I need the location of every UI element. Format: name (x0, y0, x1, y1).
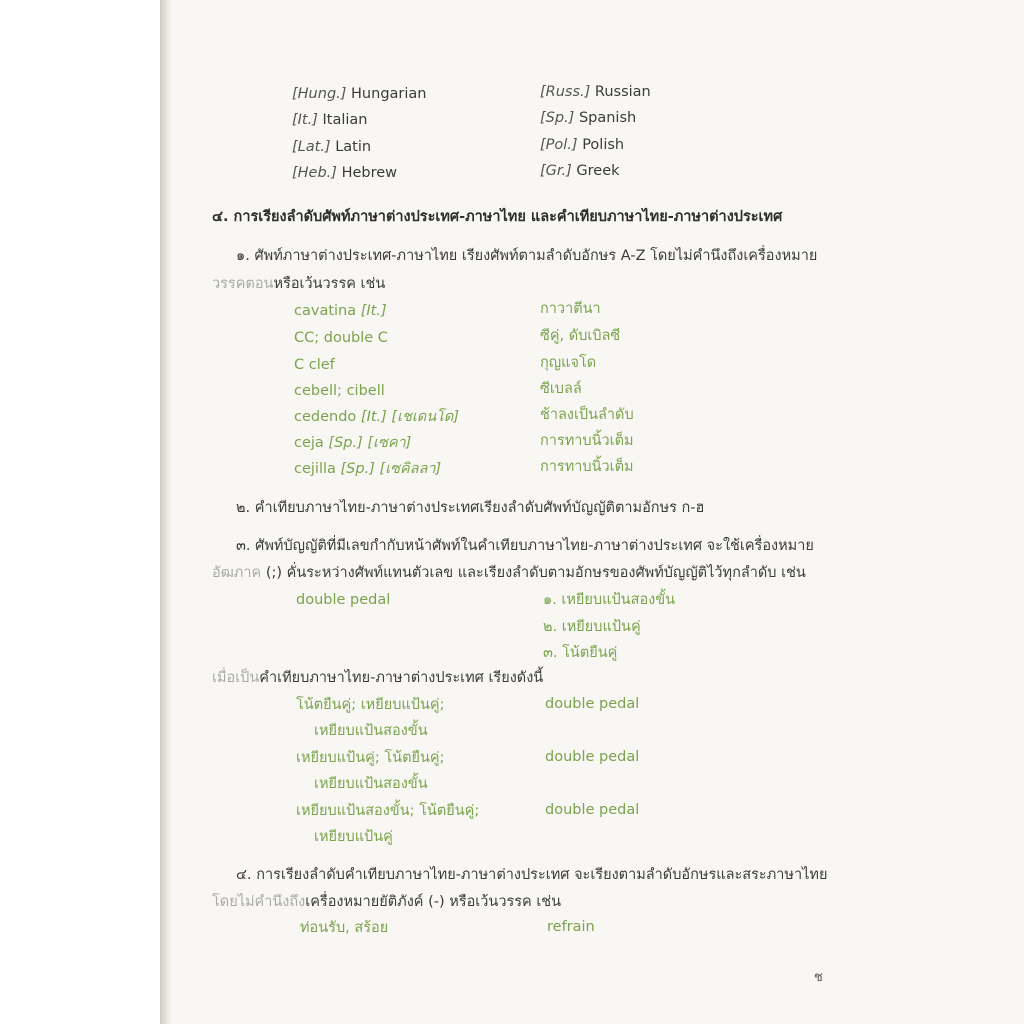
example-thai: ท่อนรับ, สร้อย (300, 920, 389, 936)
para3b: เมื่อเป็นคำเทียบภาษาไทย-ภาษาต่างประเทศ เรียงดังนี้ (212, 670, 544, 686)
lang-greek: [Gr.] Greek (540, 163, 620, 179)
lang-polish: [Pol.] Polish (540, 137, 625, 153)
example-thai: โน้ตยืนคู่; เหยียบแป้นคู่; (296, 697, 445, 713)
example-thai: ซีเบลล์ (540, 381, 582, 397)
example-thai: เหยียบแป้นสองขั้น; โน้ตยืนคู่; (296, 803, 480, 819)
para1-line2: วรรคตอนหรือเว้นวรรค เช่น (212, 276, 386, 292)
example-thai: ๑. เหยียบแป้นสองขั้น (543, 592, 676, 608)
example-thai: ช้าลงเป็นลำดับ (540, 407, 634, 423)
lang-italian: [It.] Italian (292, 112, 368, 128)
example-term: ceja [Sp.] [เซคา] (294, 435, 412, 451)
example-thai: การทาบนิ้วเต็ม (540, 433, 634, 449)
example-term: double pedal (545, 749, 640, 765)
example-thai: กาวาตีนา (540, 301, 601, 317)
lang-hebrew: [Heb.] Hebrew (292, 165, 398, 181)
example-term: double pedal (545, 696, 640, 712)
para1-line1: ๑. ศัพท์ภาษาต่างประเทศ-ภาษาไทย เรียงศัพท์ตามลำดับอักษร A-Z โดยไม่คำนึงถึงเครื่องหมาย (236, 248, 818, 264)
example-thai: เหยียบแป้นสองขั้น (314, 776, 428, 792)
example-thai: เหยียบแป้นคู่ (314, 829, 393, 845)
page-number: ช (814, 970, 823, 985)
example-term: cavatina [It.] (294, 303, 387, 319)
para3-line2: อัฒภาค (;) คั่นระหว่างศัพท์แทนตัวเลข และเรียงลำดับตามอักษรของศัพท์บัญญัติไว้ทุกลำดับ เช่น (212, 565, 806, 581)
example-term: cedendo [It.] [เชเดนโด] (294, 409, 460, 425)
example-thai: เหยียบแป้นสองขั้น (314, 723, 428, 739)
example-term: cejilla [Sp.] [เซคิลลา] (294, 461, 442, 477)
example-thai: การทาบนิ้วเต็ม (540, 459, 634, 475)
section-heading: ๔. การเรียงลำดับศัพท์ภาษาต่างประเทศ-ภาษาไทย และคำเทียบภาษาไทย-ภาษาต่างประเทศ (212, 209, 783, 225)
para3-line1: ๓. ศัพท์บัญญัติที่มีเลขกำกับหน้าศัพท์ในคำเทียบภาษาไทย-ภาษาต่างประเทศ จะใช้เครื่องหมาย (236, 538, 814, 554)
lang-russian: [Russ.] Russian (540, 84, 651, 100)
example-term: C clef (294, 357, 335, 373)
para2: ๒. คำเทียบภาษาไทย-ภาษาต่างประเทศเรียงลำดับศัพท์บัญญัติตามอักษร ก-ฮ (236, 500, 705, 516)
lang-hungarian: [Hung.] Hungarian (292, 86, 427, 102)
example-thai: ซีคู่, ดับเบิลซี (540, 328, 621, 344)
example-term: cebell; cibell (294, 383, 385, 399)
example-term: CC; double C (294, 330, 388, 346)
example-thai: เหยียบแป้นคู่; โน้ตยืนคู่; (296, 750, 445, 766)
para4-line1: ๔. การเรียงลำดับคำเทียบภาษาไทย-ภาษาต่างประเทศ จะเรียงตามลำดับอักษรและสระภาษาไทย (236, 867, 828, 883)
example-thai: กุญแจโด (540, 355, 597, 371)
example-term: double pedal (545, 802, 640, 818)
lang-spanish: [Sp.] Spanish (540, 110, 637, 126)
example-thai: ๒. เหยียบแป้นคู่ (543, 619, 641, 635)
page-gutter-shadow (160, 0, 172, 1024)
lang-latin: [Lat.] Latin (292, 139, 372, 155)
example-thai: ๓. โน้ตยืนคู่ (543, 645, 618, 661)
example-term: refrain (547, 919, 595, 935)
para4-line2: โดยไม่คำนึงถึงเครื่องหมายยัติภังค์ (-) หรือเว้นวรรค เช่น (212, 894, 562, 910)
example-term: double pedal (296, 592, 391, 608)
